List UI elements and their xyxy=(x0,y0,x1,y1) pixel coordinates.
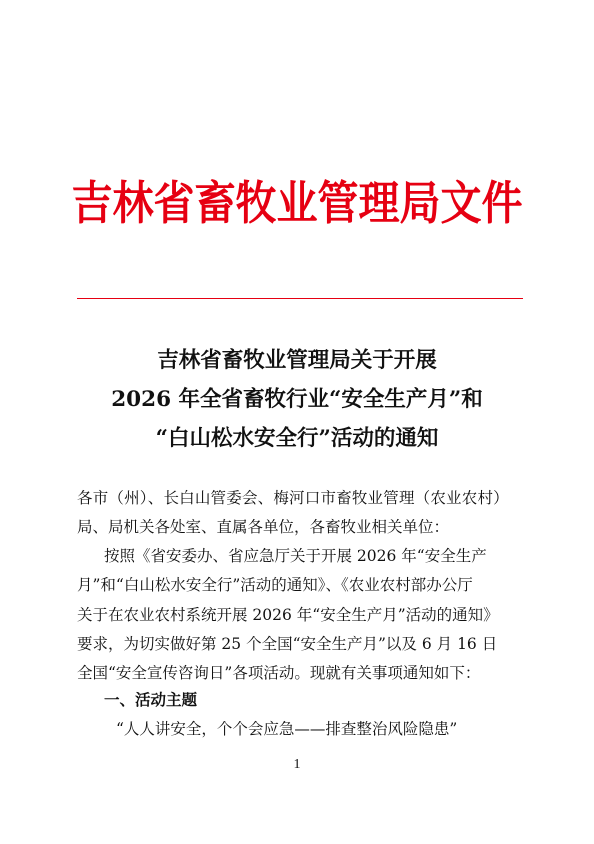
notice-title-line-3: “白山松水安全行”活动的通知 xyxy=(155,426,439,451)
notice-title-line-1: 吉林省畜牧业管理局关于开展 xyxy=(157,348,437,373)
addressee-line-2: 局、局机关各处室、直属各单位，各畜牧业相关单位： xyxy=(77,518,450,536)
body-paragraph-line-1: 按照《省安委办、省应急厅关于开展 2026 年“安全生产 xyxy=(104,547,487,565)
notice-title-line-2: 2026 年全省畜牧行业“安全生产月”和 xyxy=(111,387,483,412)
document-header-title: 吉林省畜牧业管理局文件 xyxy=(71,176,523,231)
activity-theme-text: “人人讲安全，个个会应急——排查整治风险隐患” xyxy=(116,720,458,738)
addressee-line-1: 各市（州）、长白山管委会、梅河口市畜牧业管理（农业农村） xyxy=(77,489,509,507)
header-red-rule xyxy=(77,298,523,299)
body-paragraph-line-5: 全国“安全宣传咨询日”各项活动。现就有关事项通知如下： xyxy=(77,664,481,682)
section-heading-theme: 一、活动主题 xyxy=(104,691,198,709)
page-number: 1 xyxy=(293,757,301,772)
body-paragraph-line-3: 关于在农业农村系统开展 2026 年“安全生产月”活动的通知》 xyxy=(77,606,499,624)
body-paragraph-line-2: 月”和“白山松水安全行”活动的通知》、《农业农村部办公厅 xyxy=(77,576,473,594)
body-paragraph-line-4: 要求，为切实做好第 25 个全国“安全生产月”以及 6 月 16 日 xyxy=(77,635,498,653)
